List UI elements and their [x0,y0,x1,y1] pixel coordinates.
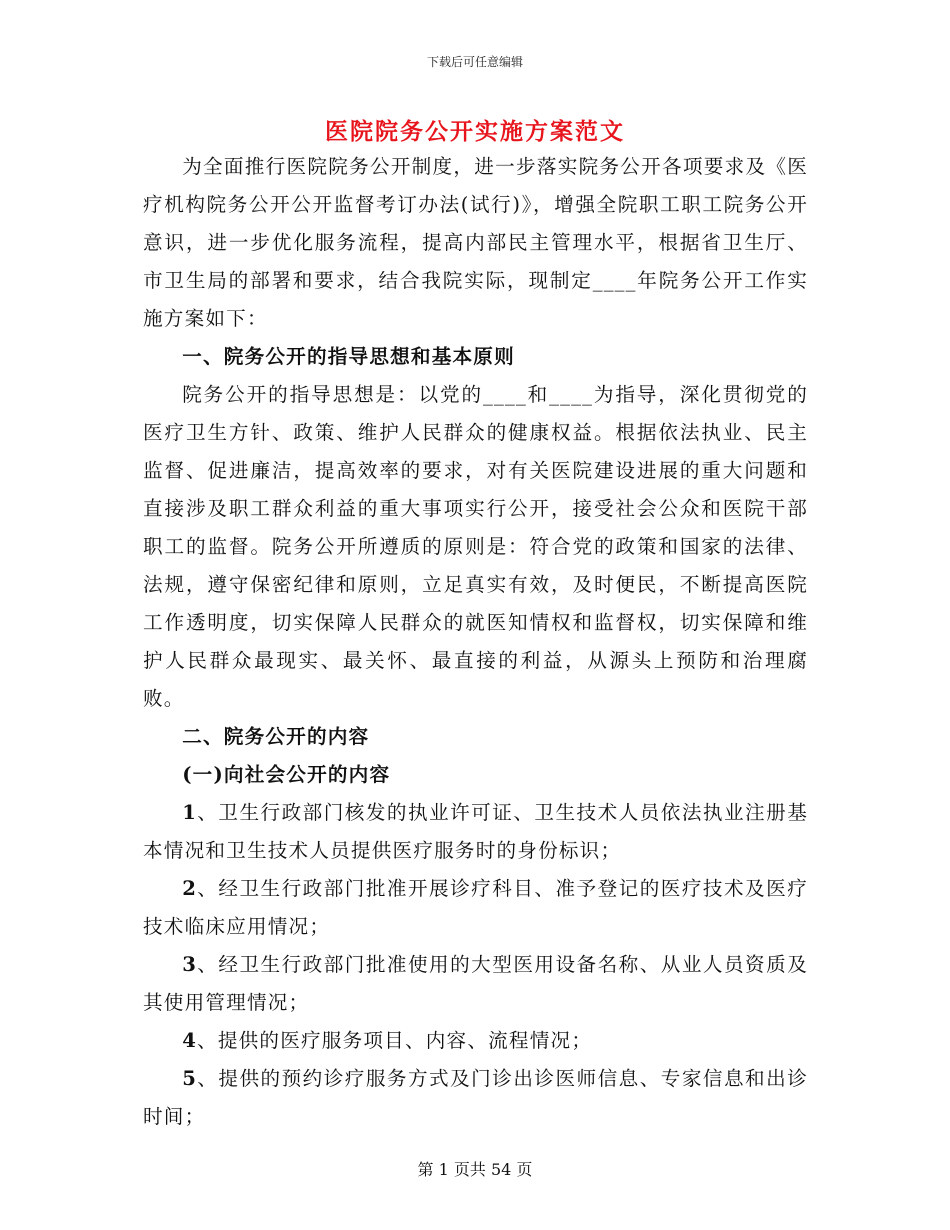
section-2-subheading: (一)向社会公开的内容 [182,763,391,786]
list-item [143,870,808,946]
list-item-number: 3 [182,953,198,976]
list-item-text: 、经卫生行政部门批准使用的大型医用设备名称、从业人员资质及其使用管理情况； [143,953,808,1014]
list-item-number: 2 [182,877,198,900]
section-1-paragraph: 院务公开的指导思想是：以党的____和____为指导，深化贯彻党的医疗卫生方针、政策、维护人民群众的健康权益。根据依法执业、民主监督、促进廉洁，提高效率的要求，对有关医院建设进展的重大问题和直接涉及职工群众利益的重大事项实行公开，接受社会公众和医院干部职工的监督。院务公开所遵质的原则是：符合党的政策和国家的法律、法规，遵守保密纪律和原则，立足真实有效，及时便民，不断提高医院工作透明度，切实保障人民群众的就医知情权和监督权，切实保障和维护人民群众最现实、最关怀、最直接的利益，从源头上预防和治理腐败。 [143,383,808,710]
list-item [143,1022,808,1060]
section-1-heading: 一、院务公开的指导思想和基本原则 [182,345,515,368]
list-item-text: 、提供的医疗服务项目、内容、流程情况； [197,1029,593,1052]
list-item [143,794,808,870]
header-note: 下载后可任意编辑 [426,55,523,69]
list-item-text: 、提供的预约诊疗服务方式及门诊出诊医师信息、专家信息和出诊时间； [143,1067,808,1128]
document-title: 医院院务公开实施方案范文 [325,118,625,145]
list-item-text: 、经卫生行政部门批准开展诊疗科目、准予登记的医疗技术及医疗技术临床应用情况； [143,877,808,938]
list-item-number: 5 [182,1067,198,1090]
list-item-text: 、卫生行政部门核发的执业许可证、卫生技术人员依法执业注册基本情况和卫生技术人员提供医疗服务时的身份标识； [143,801,808,862]
list-item-number: 1 [182,801,198,824]
intro-paragraph: 为全面推行医院院务公开制度，进一步落实院务公开各项要求及《医疗机构院务公开公开监督考订办法(试行)》，增强全院职工职工院务公开意识，进一步优化服务流程，提高内部民主管理水平，根据省卫生厅、市卫生局的部署和要求，结合我院实际，现制定____年院务公开工作实施方案如下： [143,155,808,330]
section-2-heading: 二、院务公开的内容 [182,725,370,748]
list-item [143,946,808,1022]
list-item-number: 4 [182,1029,198,1052]
page-number-footer: 第 1 页共 54 页 [417,1160,533,1179]
document-body [143,148,808,1136]
list-item [143,1060,808,1136]
